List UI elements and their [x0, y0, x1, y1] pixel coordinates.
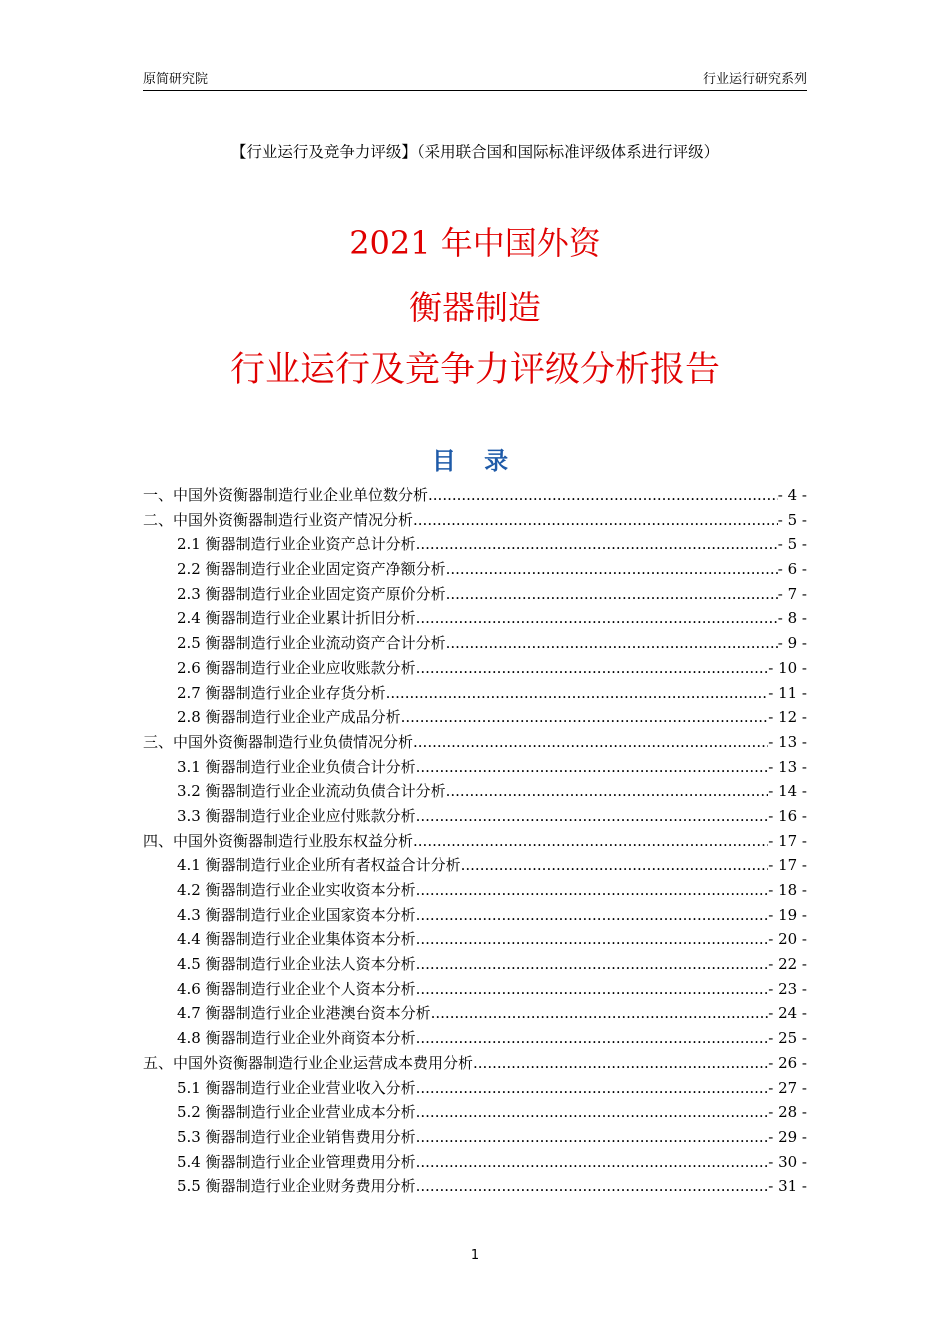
toc-entry-label: 2.7 衡器制造行业企业存货分析: [177, 683, 386, 702]
toc-dot-leader: [416, 1128, 769, 1146]
toc-entry-page: - 24 -: [768, 1004, 807, 1023]
toc-entry[interactable]: [143, 1175, 807, 1200]
toc-dot-leader: [473, 1054, 768, 1072]
toc-dot-leader: [416, 980, 769, 998]
toc-dot-leader: [428, 486, 778, 504]
toc-entry[interactable]: [143, 928, 807, 953]
toc-entry-label: 4.6 衡器制造行业企业个人资本分析: [177, 979, 416, 998]
toc-entry-page: - 9 -: [777, 634, 807, 653]
toc-entry[interactable]: [143, 854, 807, 879]
toc-entry[interactable]: [143, 484, 807, 509]
toc-entry-label: 4.7 衡器制造行业企业港澳台资本分析: [177, 1004, 431, 1023]
page-number: 1: [470, 1248, 480, 1263]
toc-entry-page: - 19 -: [768, 905, 807, 924]
toc-entry[interactable]: [143, 533, 807, 558]
toc-entry-label: 3.3 衡器制造行业企业应付账款分析: [177, 806, 416, 825]
header-series-name: 行业运行研究系列: [702, 72, 807, 87]
toc-entry-page: - 10 -: [768, 658, 807, 677]
toc-entry-label: 5.2 衡器制造行业企业营业成本分析: [177, 1103, 416, 1122]
toc-entry-page: - 26 -: [768, 1053, 807, 1072]
toc-entry-page: - 13 -: [768, 732, 807, 751]
toc-entry-page: - 5 -: [777, 510, 807, 529]
toc-entry[interactable]: [143, 583, 807, 608]
toc-entry[interactable]: [143, 1052, 807, 1077]
toc-entry[interactable]: [143, 558, 807, 583]
toc-entry-label: 4.5 衡器制造行业企业法人资本分析: [177, 955, 416, 974]
toc-entry[interactable]: [143, 1027, 807, 1052]
toc-entry-page: - 5 -: [777, 535, 807, 554]
toc-entry-page: - 27 -: [768, 1078, 807, 1097]
toc-dot-leader: [416, 955, 769, 973]
toc-dot-leader: [416, 1079, 769, 1097]
toc-entry-label: 三、中国外资衡器制造行业负债情况分析: [143, 732, 414, 751]
toc-dot-leader: [416, 1103, 769, 1121]
toc-entry-page: - 29 -: [768, 1127, 807, 1146]
toc-entry-label: 五、中国外资衡器制造行业企业运营成本费用分析: [143, 1053, 474, 1072]
toc-entry-label: 2.5 衡器制造行业企业流动资产合计分析: [177, 634, 446, 653]
toc-entry-page: - 17 -: [768, 831, 807, 850]
toc-entry-page: - 14 -: [768, 782, 807, 801]
toc-dot-leader: [386, 684, 769, 702]
report-title-line-2: 衡器制造: [409, 288, 541, 327]
toc-dot-leader: [416, 659, 769, 677]
toc-entry-label: 5.3 衡器制造行业企业销售费用分析: [177, 1127, 416, 1146]
toc-entry[interactable]: [143, 879, 807, 904]
toc-entry-label: 2.3 衡器制造行业企业固定资产原价分析: [177, 584, 446, 603]
toc-entry[interactable]: [143, 731, 807, 756]
toc-dot-leader: [416, 881, 769, 899]
toc-entry[interactable]: [143, 830, 807, 855]
toc-entry[interactable]: [143, 1126, 807, 1151]
toc-entry[interactable]: [143, 706, 807, 731]
toc-entry-label: 5.5 衡器制造行业企业财务费用分析: [177, 1177, 416, 1196]
toc-dot-leader: [416, 609, 778, 627]
page-header: [143, 68, 807, 91]
toc-entry[interactable]: [143, 607, 807, 632]
toc-entry-page: - 22 -: [768, 955, 807, 974]
toc-entry-label: 2.4 衡器制造行业企业累计折旧分析: [177, 609, 416, 628]
toc-entry-page: - 31 -: [768, 1177, 807, 1196]
report-title-line-1: 2021 年中国外资: [349, 224, 601, 262]
toc-entry-page: - 17 -: [768, 856, 807, 875]
toc-entry-page: - 13 -: [768, 757, 807, 776]
toc-dot-leader: [416, 807, 769, 825]
toc-dot-leader: [446, 560, 778, 578]
toc-entry-page: - 7 -: [777, 584, 807, 603]
toc-entry-page: - 8 -: [777, 609, 807, 628]
toc-entry-label: 4.8 衡器制造行业企业外商资本分析: [177, 1029, 416, 1048]
toc-entry-label: 四、中国外资衡器制造行业股东权益分析: [143, 831, 414, 850]
toc-entry-page: - 11 -: [768, 683, 807, 702]
toc-entry[interactable]: [143, 1151, 807, 1176]
toc-entry-label: 5.1 衡器制造行业企业营业收入分析: [177, 1078, 416, 1097]
toc-dot-leader: [446, 782, 769, 800]
toc-entry-label: 2.6 衡器制造行业企业应收账款分析: [177, 658, 416, 677]
toc-entry-label: 2.2 衡器制造行业企业固定资产净额分析: [177, 560, 446, 579]
toc-dot-leader: [416, 1029, 769, 1047]
toc-entry-page: - 28 -: [768, 1103, 807, 1122]
rating-line: 【行业运行及竞争力评级】（采用联合国和国际标准评级体系进行评级）: [230, 143, 720, 161]
toc-entry[interactable]: [143, 780, 807, 805]
toc-entry-page: - 18 -: [768, 881, 807, 899]
toc-entry-page: - 12 -: [768, 708, 807, 727]
toc-entry[interactable]: [143, 1101, 807, 1126]
toc-dot-leader: [416, 906, 769, 924]
toc-entry-label: 3.2 衡器制造行业企业流动负债合计分析: [177, 782, 446, 801]
toc-entry[interactable]: [143, 953, 807, 978]
report-title-line-3: 行业运行及竞争力评级分析报告: [229, 350, 720, 390]
toc-dot-leader: [461, 856, 769, 874]
toc-dot-leader: [431, 1004, 769, 1022]
toc-entry[interactable]: [143, 805, 807, 830]
toc-entry[interactable]: [143, 1002, 807, 1027]
toc-dot-leader: [416, 1153, 769, 1171]
toc-entry-page: - 25 -: [768, 1029, 807, 1048]
toc-entry[interactable]: [143, 1077, 807, 1102]
toc-dot-leader: [446, 585, 778, 603]
toc-heading: 目 录: [431, 447, 519, 475]
toc-entry-page: - 23 -: [768, 979, 807, 998]
toc-dot-leader: [416, 535, 778, 553]
toc-entry-label: 2.8 衡器制造行业企业产成品分析: [177, 708, 401, 727]
toc-entry-label: 4.4 衡器制造行业企业集体资本分析: [177, 930, 416, 949]
toc-entry-label: 4.1 衡器制造行业企业所有者权益合计分析: [177, 856, 461, 875]
toc-entry-page: - 4 -: [777, 486, 807, 504]
toc-entry-label: 5.4 衡器制造行业企业管理费用分析: [177, 1152, 416, 1171]
toc-entry-label: 4.2 衡器制造行业企业实收资本分析: [177, 881, 416, 899]
toc-dot-leader: [416, 1177, 769, 1195]
toc-entry-page: - 30 -: [768, 1152, 807, 1171]
toc-entry[interactable]: [143, 682, 807, 707]
table-of-contents: [143, 484, 807, 1200]
toc-dot-leader: [401, 708, 769, 726]
toc-entry[interactable]: [143, 632, 807, 657]
toc-dot-leader: [416, 758, 769, 776]
toc-entry-label: 3.1 衡器制造行业企业负债合计分析: [177, 757, 416, 776]
toc-entry-label: 4.3 衡器制造行业企业国家资本分析: [177, 905, 416, 924]
toc-entry-page: - 6 -: [777, 560, 807, 579]
toc-entry-label: 一、中国外资衡器制造行业企业单位数分析: [143, 486, 429, 504]
toc-dot-leader: [446, 634, 778, 652]
toc-entry[interactable]: [143, 756, 807, 781]
toc-dot-leader: [413, 832, 768, 850]
toc-entry-label: 2.1 衡器制造行业企业资产总计分析: [177, 535, 416, 554]
toc-entry[interactable]: [143, 509, 807, 534]
toc-dot-leader: [413, 733, 768, 751]
toc-dot-leader: [413, 511, 778, 529]
toc-entry-page: - 20 -: [768, 930, 807, 949]
toc-entry[interactable]: [143, 978, 807, 1003]
toc-entry-label: 二、中国外资衡器制造行业资产情况分析: [143, 510, 414, 529]
header-org-name: 原简研究院: [143, 72, 209, 87]
toc-entry[interactable]: [143, 904, 807, 929]
toc-dot-leader: [416, 930, 769, 948]
toc-entry[interactable]: [143, 657, 807, 682]
toc-entry-page: - 16 -: [768, 806, 807, 825]
